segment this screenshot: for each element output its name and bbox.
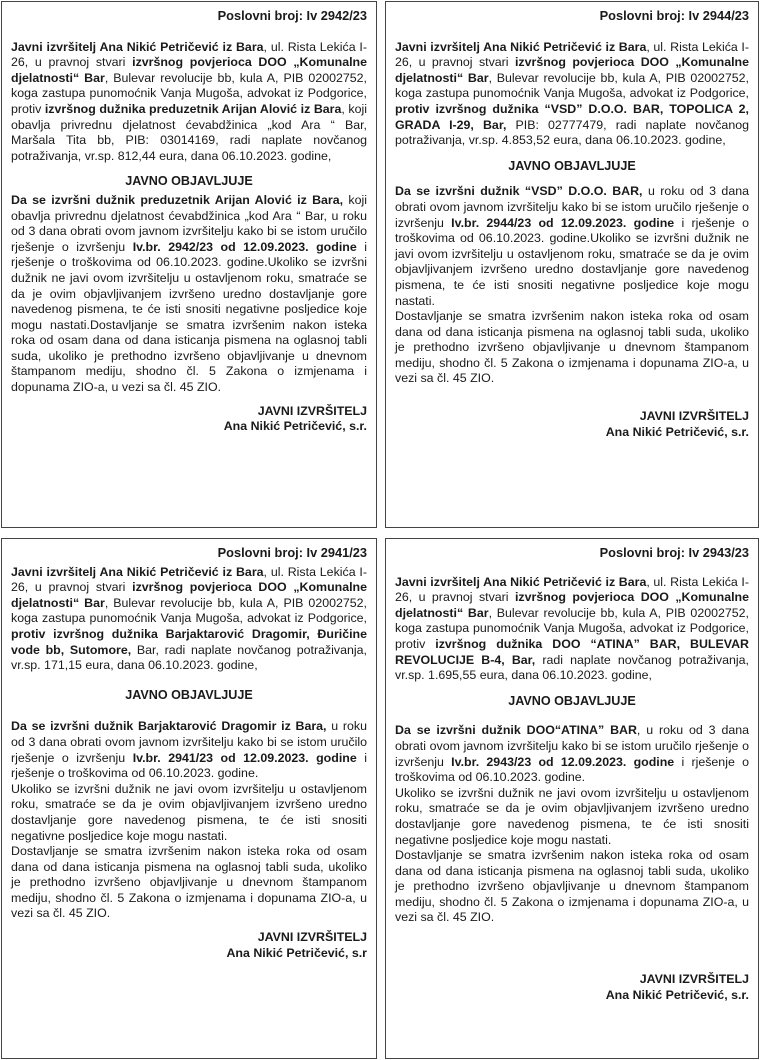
notice-heading: JAVNO OBJAVLJUJE — [125, 687, 253, 702]
case-number: Poslovni broj: Iv 2943/23 — [599, 545, 749, 560]
bold-text: Javni izvršitelj Ana Nikić Petričević iz Bara — [11, 39, 264, 54]
notice-body-consequence: Ukoliko se izvršni dužnik ne javi ovom izvršitelju u ostavljenom roku, smatraće se da je ovim objavljivanjem izvršeno uredno dostavljanje gore navedenog pismena, te će isti snositi negativne posljedice koje mogu nastati. — [395, 785, 749, 847]
bold-text: izvršnog povjerioca DOO „Komunalne djelatnosti“ Bar — [11, 55, 367, 85]
bold-text: Iv.br. 2942/23 od 12.09.2023. godine — [132, 239, 357, 254]
notice-heading: JAVNO OBJAVLJUJE — [508, 158, 636, 173]
signature-name: Ana Nikić Petričević, s.r. — [605, 424, 749, 439]
signature-block — [395, 972, 749, 1003]
signature-name: Ana Nikić Petričević, s.r. — [605, 987, 749, 1002]
notice-body-delivery: Dostavljanje se smatra izvršenim nakon isteka roka od osam dana od dana isticanja pismena na oglasnoj tabli suda, ukoliko je prethodno izvršeno objavljivanje u dnevnom štampanom mediju, shodno čl. 5 Zakona o izmjenama i dopunama ZIO-a, u vezi sa čl. 45 ZIO. — [395, 848, 749, 925]
signature-title: JAVNI IZVRŠITELJ — [257, 403, 367, 418]
case-number: Poslovni broj: Iv 2944/23 — [599, 8, 749, 23]
case-number: Poslovni broj: Iv 2942/23 — [217, 8, 367, 23]
text: u roku od 3 dana obrati ovom javnom izvršitelju kako bi se istom uručilo rješenje o izvršenju — [11, 719, 367, 765]
notice-iv-2944 — [385, 1, 759, 528]
notice-body — [11, 719, 367, 781]
bold-text: protiv izvršnog dužnika Barjaktarović Dragomir, Đuričine vode bb, Sutomore, — [11, 626, 367, 657]
signature-name: Ana Nikić Petričević, s.r. — [223, 419, 367, 434]
bold-text: Javni izvršitelj Ana Nikić Petričević iz Bara — [395, 574, 647, 589]
notice-heading: JAVNO OBJAVLJUJE — [508, 693, 636, 708]
notice-body — [395, 723, 749, 785]
text: , Bulevar revolucije bb, kula A, PIB 02002752, koga zastupa punomoćnik Vanja Mugoša, advokat iz Podgorice, protiv — [395, 605, 749, 651]
bold-text: Javni izvršitelj Ana Nikić Petričević iz Bara — [11, 564, 264, 579]
bold-text: Da se izvršni dužnik Barjaktarović Dragomir iz Bara, — [11, 719, 327, 734]
notice-body-consequence: Ukoliko se izvršni dužnik ne javi ovom izvršitelju u ostavljenom roku, smatraće se da je ovim objavljivanjem izvršeno uredno dostavljanje gore navedenog pismena, te će isti snositi negativne posljedice koje mogu nastati. — [11, 781, 367, 843]
text: i rješenje o troškovima od 06.10.2023. godine. — [395, 754, 749, 785]
text: , ul. Rista Lekića I-26, u pravnoj stvari — [395, 39, 749, 70]
signature-title: JAVNI IZVRŠITELJ — [639, 972, 749, 987]
bold-text: protiv izvršnog dužnika “VSD” D.O.O. BAR, TOPOLICA 2, GRADA I-29, Bar, — [395, 101, 749, 132]
notice-iv-2941 — [1, 538, 377, 1059]
text: radi naplate novčanog potraživanja, vr.sp. 1.695,55 eura, dana 06.10.2023. godine, — [395, 652, 749, 683]
bold-text: Da se izvršni dužnik “VSD” D.O.O. BAR, — [395, 184, 643, 199]
signature-name: Ana Nikić Petričević, s.r — [226, 945, 367, 960]
text: PIB: 02777479, radi naplate novčanog potraživanja, vr.sp. 4.853,52 eura, dana 06.10.2023. godine, — [395, 117, 749, 148]
notice-body-delivery: Dostavljanje se smatra izvršenim nakon isteka roka od osam dana od dana isticanja pismena na oglasnoj tabli suda, ukoliko je prethodno izvršeno objavljivanje u dnevnom štampanom mediju, shodno čl. 5 Zakona o izmjenama i dopunama ZIO-a, u vezi sa čl. 45 ZIO. — [395, 309, 749, 386]
text: , koji obavlja privrednu djelatnost ćevabdžinica „kod Ara “ Bar, Maršala Tita bb, PIB: 03014169, radi naplate novčanog potraživanja, vr.sp. 812,44 eura, dana 06.10.2023. godine, — [11, 101, 367, 163]
text: Bar, radi naplate novčanog potraživanja, vr.sp. 171,15 eura, dana 06.10.2023. godine, — [11, 642, 367, 673]
bold-text: izvršnog povjerioca DOO „Komunalne djelatnosti“ Bar — [395, 590, 749, 620]
notice-intro — [11, 565, 367, 674]
text: u roku od 3 dana obrati ovom javnom izvršitelju kako bi se istom uručilo rješenje o izvršenju — [395, 184, 749, 230]
text: , ul. Rista Lekića I-26, u pravnoj stvari — [395, 574, 749, 605]
signature-block — [395, 409, 749, 440]
text: i rješenje o troškovima od 06.10.2023. godine.Ukoliko se izvršni dužnik ne javi ovom izvršitelju u ostavljenom roku, smatraće se da je ovim objavljivanjem izvršeno uredno dostavljanje gore navedenog pismena, te će isti snositi negativne posljedice koje mogu nastati. — [395, 215, 749, 308]
bold-text: izvršnog povjerioca DOO „Komunalne djelatnosti“ Bar — [395, 55, 749, 85]
bold-text: Iv.br. 2943/23 od 12.09.2023. godine — [451, 754, 675, 769]
text: , ul. Rista Lekića I-26, u pravnoj stvari — [11, 564, 367, 595]
bold-text: Javni izvršitelj Ana Nikić Petričević iz Bara — [395, 39, 647, 54]
bold-text: izvršnog dužnika DOO “ATINA” BAR, BULEVAR REVOLUCIJE B-4, Bar, — [395, 636, 750, 667]
text: , u roku od 3 dana obrati ovom javnom izvršitelju kako bi se istom uručilo rješenje o izvršenju — [395, 723, 750, 769]
text: , Bulevar revolucije bb, kula A, PIB 02002752, koga zastupa punomoćnik Vanja Mugoša, advokat iz Podgorice, — [395, 70, 749, 101]
text: , Bulevar revolucije bb, kula A, PIB 02002752, koga zastupa punomoćnik Vanja Mugoša, advokat iz Podgorice, protiv — [11, 70, 367, 116]
notice-iv-2943 — [385, 538, 759, 1059]
notice-heading: JAVNO OBJAVLJUJE — [125, 174, 253, 189]
bold-text: izvršnog povjerioca DOO „Komunalne djelatnosti“ Bar — [11, 580, 367, 610]
signature-block — [11, 930, 367, 961]
signature-block — [11, 404, 367, 435]
bold-text: izvršnog dužnika preduzetnik Arijan Alović iz Bara — [44, 101, 342, 116]
notice-iv-2942 — [1, 1, 377, 528]
case-number: Poslovni broj: Iv 2941/23 — [217, 545, 367, 560]
text: i rješenje o troškovima od 06.10.2023. godine. — [11, 750, 367, 781]
notice-body — [11, 193, 367, 396]
notice-body — [395, 184, 749, 309]
bold-text: Da se izvršni dužnik DOO“ATINA” BAR — [395, 723, 637, 738]
notice-body-delivery: Dostavljanje se smatra izvršenim nakon isteka roka od osam dana od dana isticanja pismena na oglasnoj tabli suda, ukoliko je prethodno izvršeno objavljivanje u dnevnom štampanom mediju, shodno čl. 5 Zakona o izmjenama i dopunama ZIO-a, u vezi sa čl. 45 ZIO. — [11, 844, 367, 921]
text: koji obavlja privrednu djelatnost ćevabdžinica „kod Ara “ Bar, u roku od 3 dana obrati ovom javnom izvršitelju kako bi se istom uručilo rješenje o izvršenju — [11, 192, 367, 254]
bold-text: Iv.br. 2941/23 od 12.09.2023. godine — [132, 750, 357, 765]
notice-intro — [395, 575, 749, 684]
bold-text: Da se izvršni dužnik preduzetnik Arijan Alović iz Bara, — [11, 192, 344, 207]
notice-intro — [11, 40, 367, 165]
signature-title: JAVNI IZVRŠITELJ — [639, 409, 749, 424]
bold-text: Iv.br. 2944/23 od 12.09.2023. godine — [451, 215, 675, 230]
signature-title: JAVNI IZVRŠITELJ — [257, 930, 367, 945]
text: , ul. Rista Lekića I-26, u pravnoj stvari — [11, 39, 367, 70]
text: , Bulevar revolucije bb, kula A, PIB 02002752, koga zastupa punomoćnik Vanja Mugoša, advokat iz Podgorice, — [11, 595, 367, 626]
notice-intro — [395, 40, 749, 149]
text: i rješenje o troškovima od 06.10.2023. godine.Ukoliko se izvršni dužnik ne javi ovom izvršitelju u ostavljenom roku, smatraće se da je ovim objavljivanjem izvršeno uredno dostavljanje gore navedenog pismena, te će isti snositi negativne posljedice koje mogu nastati.Dostavljanje se smatra izvršenim nakon isteka roka od osam dana od dana isticanja pismena na oglasnoj tabli suda, ukoliko je prethodno izvršeno objavljivanje u dnevnom štampanom mediju, shodno čl. 5 Zakona o izmjenama i dopunama ZIO-a, u vezi sa čl. 45 ZIO. — [11, 239, 367, 395]
